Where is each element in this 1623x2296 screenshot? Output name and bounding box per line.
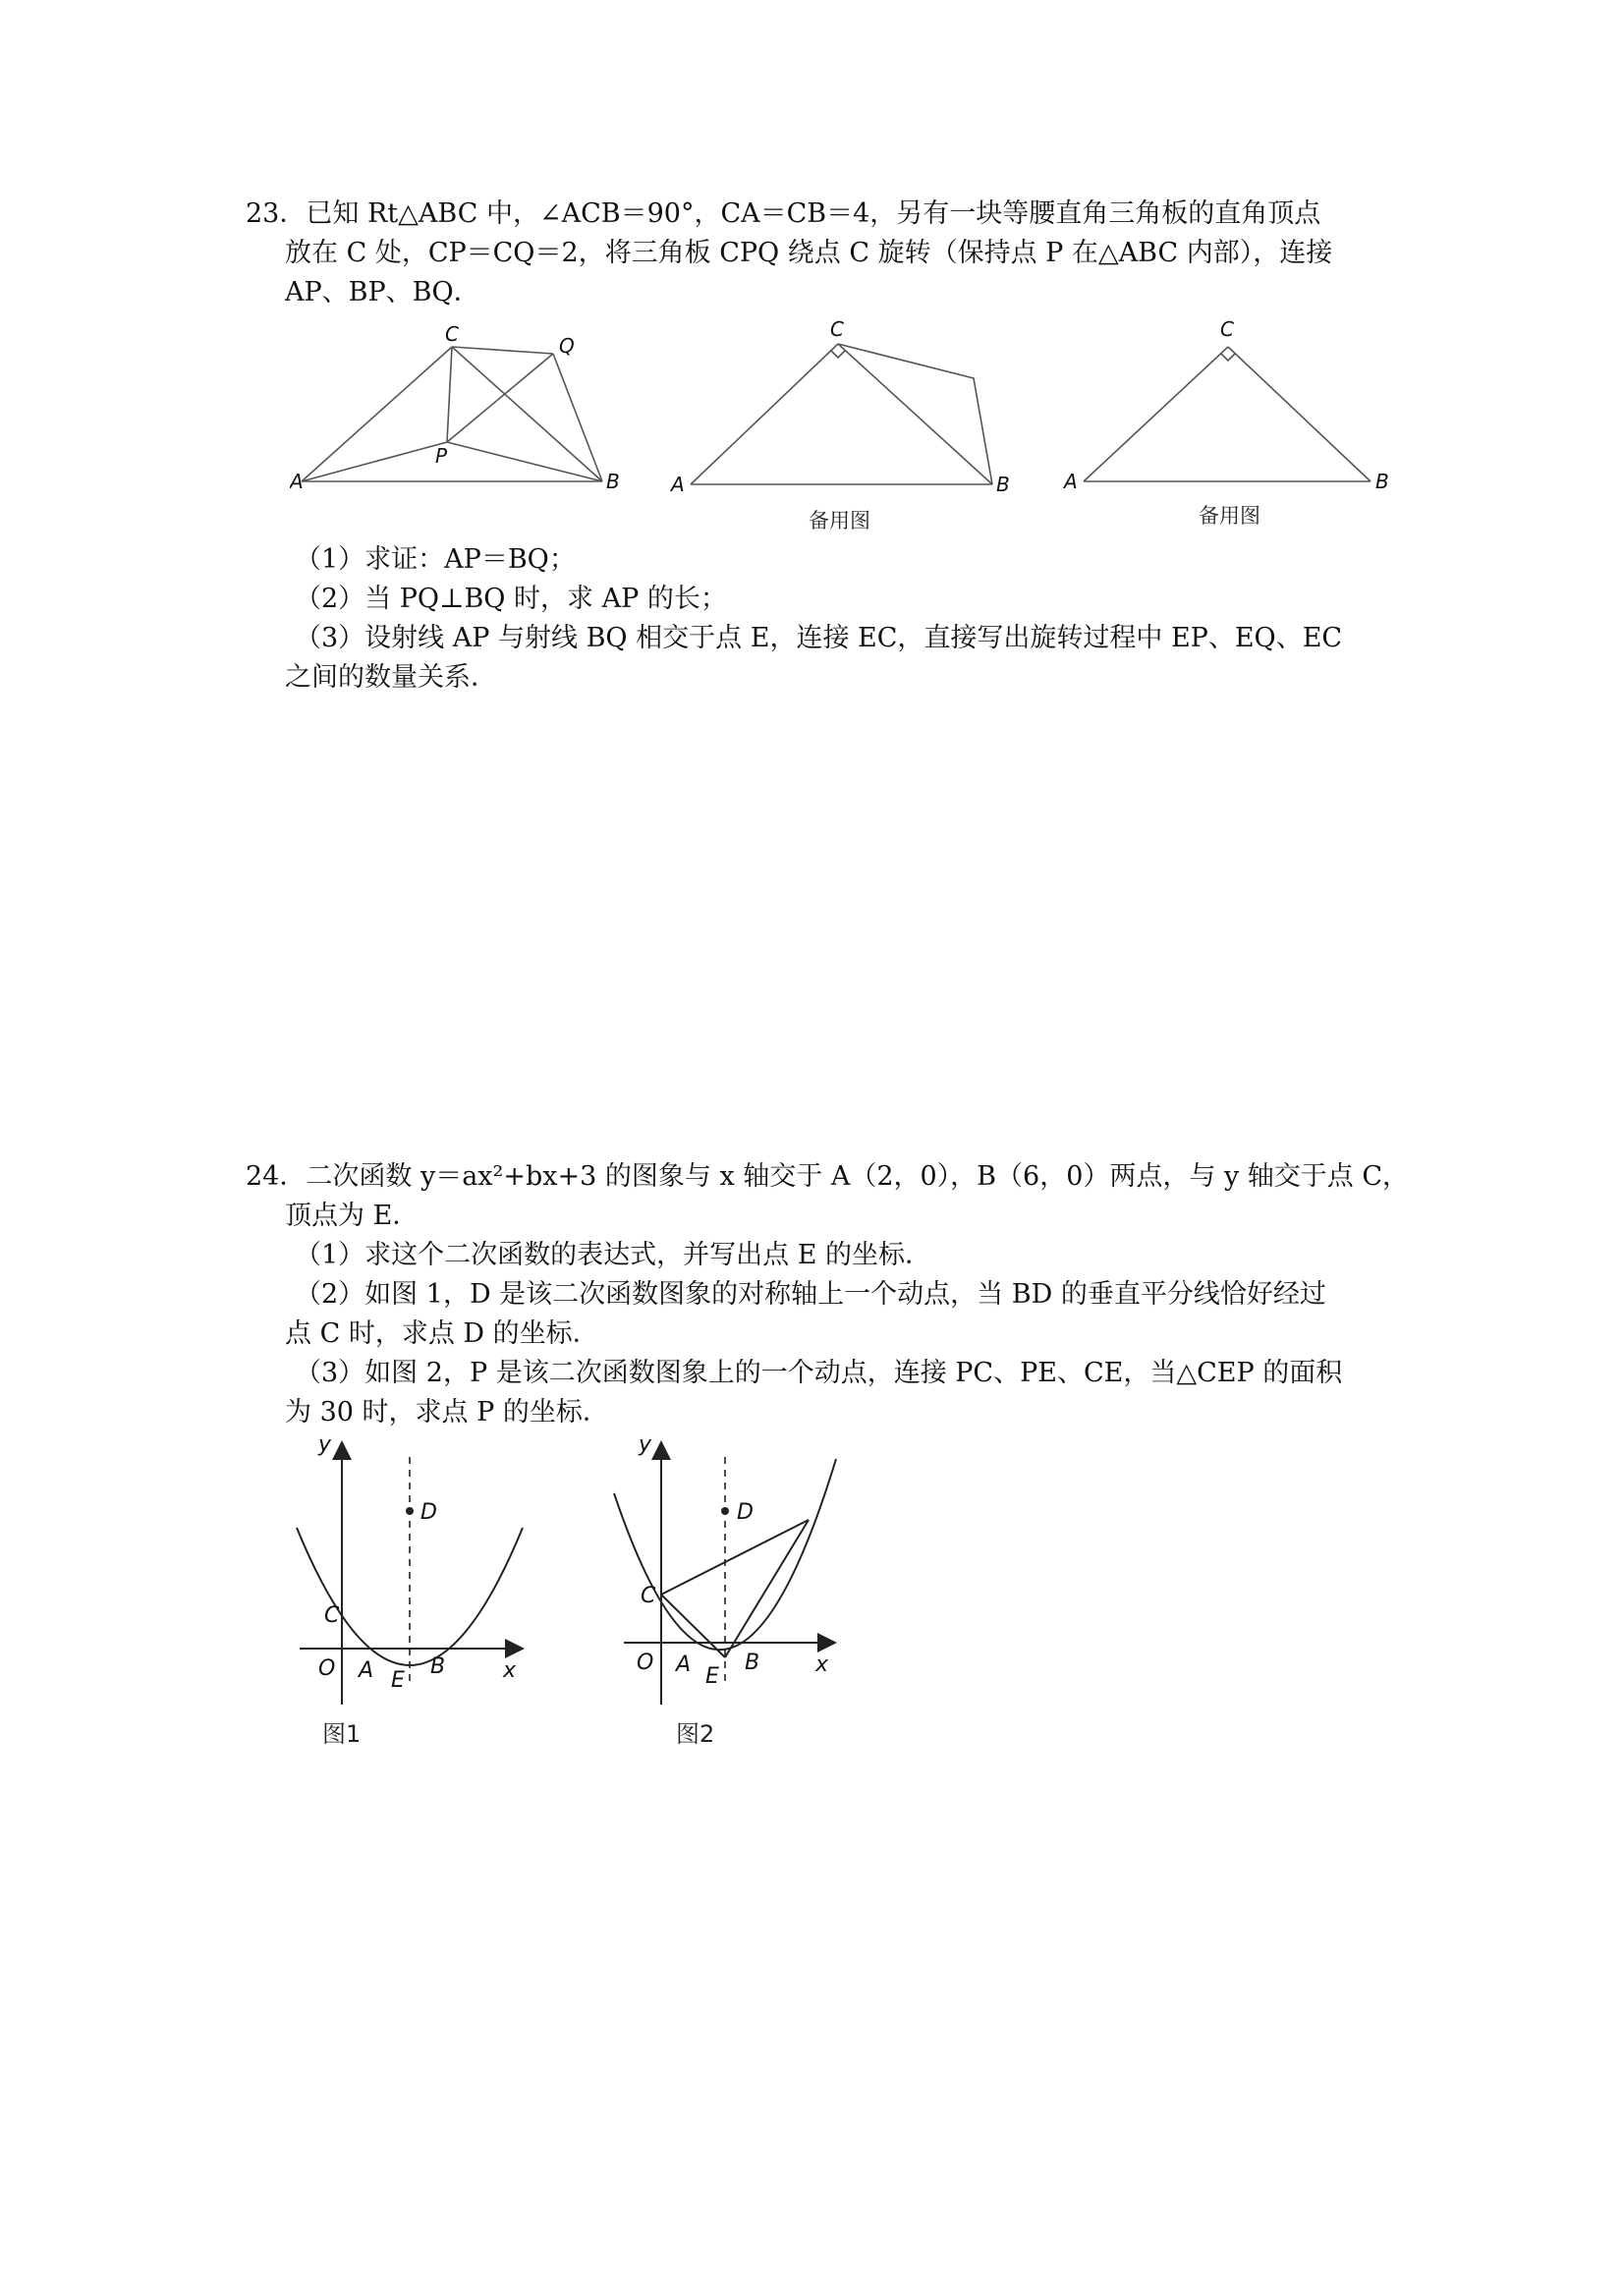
fig2-label-C: C bbox=[641, 1584, 656, 1608]
q24-part-1: （1）求这个二次函数的表达式，并写出点 E 的坐标． bbox=[295, 1240, 932, 1270]
fig1-line-PQ bbox=[447, 354, 553, 442]
q23-figure-1 bbox=[290, 319, 634, 506]
q24-part-2: （2）如图 1，D 是该二次函数图象的对称轴上一个动点，当 BD 的垂直平分线恰好经过 bbox=[295, 1279, 1326, 1310]
fig1-label-C: C bbox=[445, 322, 459, 346]
fig1-label-x: x bbox=[503, 1658, 517, 1683]
fig2-label-x: x bbox=[815, 1652, 829, 1677]
q24-line-1: 24．二次函数 y＝ax²+bx+3 的图象与 x 轴交于 A（2，0），B（6，0）两点，与 y 轴交于点 C， bbox=[246, 1161, 1410, 1192]
fig2-caption: 备用图 bbox=[809, 509, 870, 532]
fig2-line-AC bbox=[691, 344, 838, 484]
fig3-label-B: B bbox=[1375, 470, 1389, 493]
fig1-label-P: P bbox=[435, 444, 448, 468]
fig3-right-angle-mark bbox=[1221, 354, 1235, 361]
q24-line-2: 顶点为 E． bbox=[285, 1201, 420, 1231]
fig1-line-CP bbox=[447, 347, 452, 442]
fig2-right-angle-mark bbox=[831, 351, 845, 358]
fig2-label-y: y bbox=[639, 1432, 652, 1457]
q23-part-3: （3）设射线 AP 与射线 BQ 相交于点 E，连接 EC，直接写出旋转过程中 EP、EQ、EC bbox=[295, 623, 1343, 653]
q23-part-3-cont: 之间的数量关系． bbox=[285, 662, 497, 693]
fig2-label-B: B bbox=[996, 473, 1010, 496]
fig2-label-A: A bbox=[676, 1652, 692, 1677]
fig1-label-B: B bbox=[606, 470, 620, 493]
fig3-line-AC bbox=[1084, 347, 1228, 481]
fig2-label-D: D bbox=[737, 1500, 754, 1525]
fig3-label-C: C bbox=[1220, 317, 1234, 341]
fig2-label-O: O bbox=[637, 1651, 654, 1675]
fig3-label-A: A bbox=[1064, 470, 1078, 493]
fig1-line-PB bbox=[447, 442, 602, 481]
q23-figure-2 bbox=[663, 312, 1022, 538]
q24-figure-2 bbox=[609, 1429, 865, 1754]
fig2-line-CB bbox=[838, 344, 992, 484]
fig3-caption: 备用图 bbox=[1199, 504, 1260, 528]
q23-line-3: AP、BP、BQ． bbox=[285, 277, 480, 308]
fig1-label-A: A bbox=[290, 470, 304, 493]
q24-part-2-cont: 点 C 时，求点 D 的坐标． bbox=[285, 1318, 599, 1349]
fig1-line-QB bbox=[553, 354, 602, 481]
q23-part-2: （2）当 PQ⊥BQ 时，求 AP 的长； bbox=[295, 584, 727, 614]
fig3-line-CB bbox=[1228, 347, 1371, 481]
q23-line-2: 放在 C 处，CP＝CQ＝2，将三角板 CPQ 绕点 C 旋转（保持点 P 在△ABC 内部），连接 bbox=[285, 238, 1333, 268]
fig1-label-B: B bbox=[430, 1654, 446, 1679]
fig2-point-D bbox=[721, 1507, 729, 1515]
fig2-caption: 图2 bbox=[676, 1720, 715, 1748]
fig2-label-A: A bbox=[671, 473, 685, 496]
fig1-label-D: D bbox=[420, 1500, 437, 1525]
fig1-line-CB bbox=[452, 347, 602, 481]
fig2-label-E: E bbox=[705, 1664, 719, 1689]
fig1-label-y: y bbox=[318, 1432, 332, 1457]
fig1-label-O: O bbox=[318, 1656, 336, 1681]
q23-part-1: （1）求证：AP＝BQ； bbox=[295, 544, 576, 575]
fig1-label-C: C bbox=[324, 1603, 340, 1628]
fig1-label-Q: Q bbox=[559, 334, 575, 358]
fig1-label-E: E bbox=[391, 1668, 405, 1693]
q24-figure-1 bbox=[285, 1429, 550, 1754]
fig1-caption: 图1 bbox=[322, 1720, 362, 1748]
q24-part-3-cont: 为 30 时，求点 P 的坐标． bbox=[285, 1397, 609, 1428]
fig1-point-D bbox=[406, 1507, 414, 1515]
q23-line-1: 23．已知 Rt△ABC 中，∠ACB＝90°，CA＝CB＝4，另有一块等腰直角三角板的直角顶点 bbox=[246, 198, 1321, 229]
fig2-label-B: B bbox=[745, 1651, 760, 1675]
fig1-label-A: A bbox=[359, 1658, 374, 1683]
fig2-label-C: C bbox=[830, 317, 844, 341]
q23-figure-3 bbox=[1056, 312, 1410, 538]
fig2-line-CE bbox=[661, 1595, 725, 1657]
q24-part-3: （3）如图 2，P 是该二次函数图象上的一个动点，连接 PC、PE、CE，当△CEP 的面积 bbox=[295, 1358, 1343, 1388]
fig1-line-CQ bbox=[452, 347, 553, 354]
